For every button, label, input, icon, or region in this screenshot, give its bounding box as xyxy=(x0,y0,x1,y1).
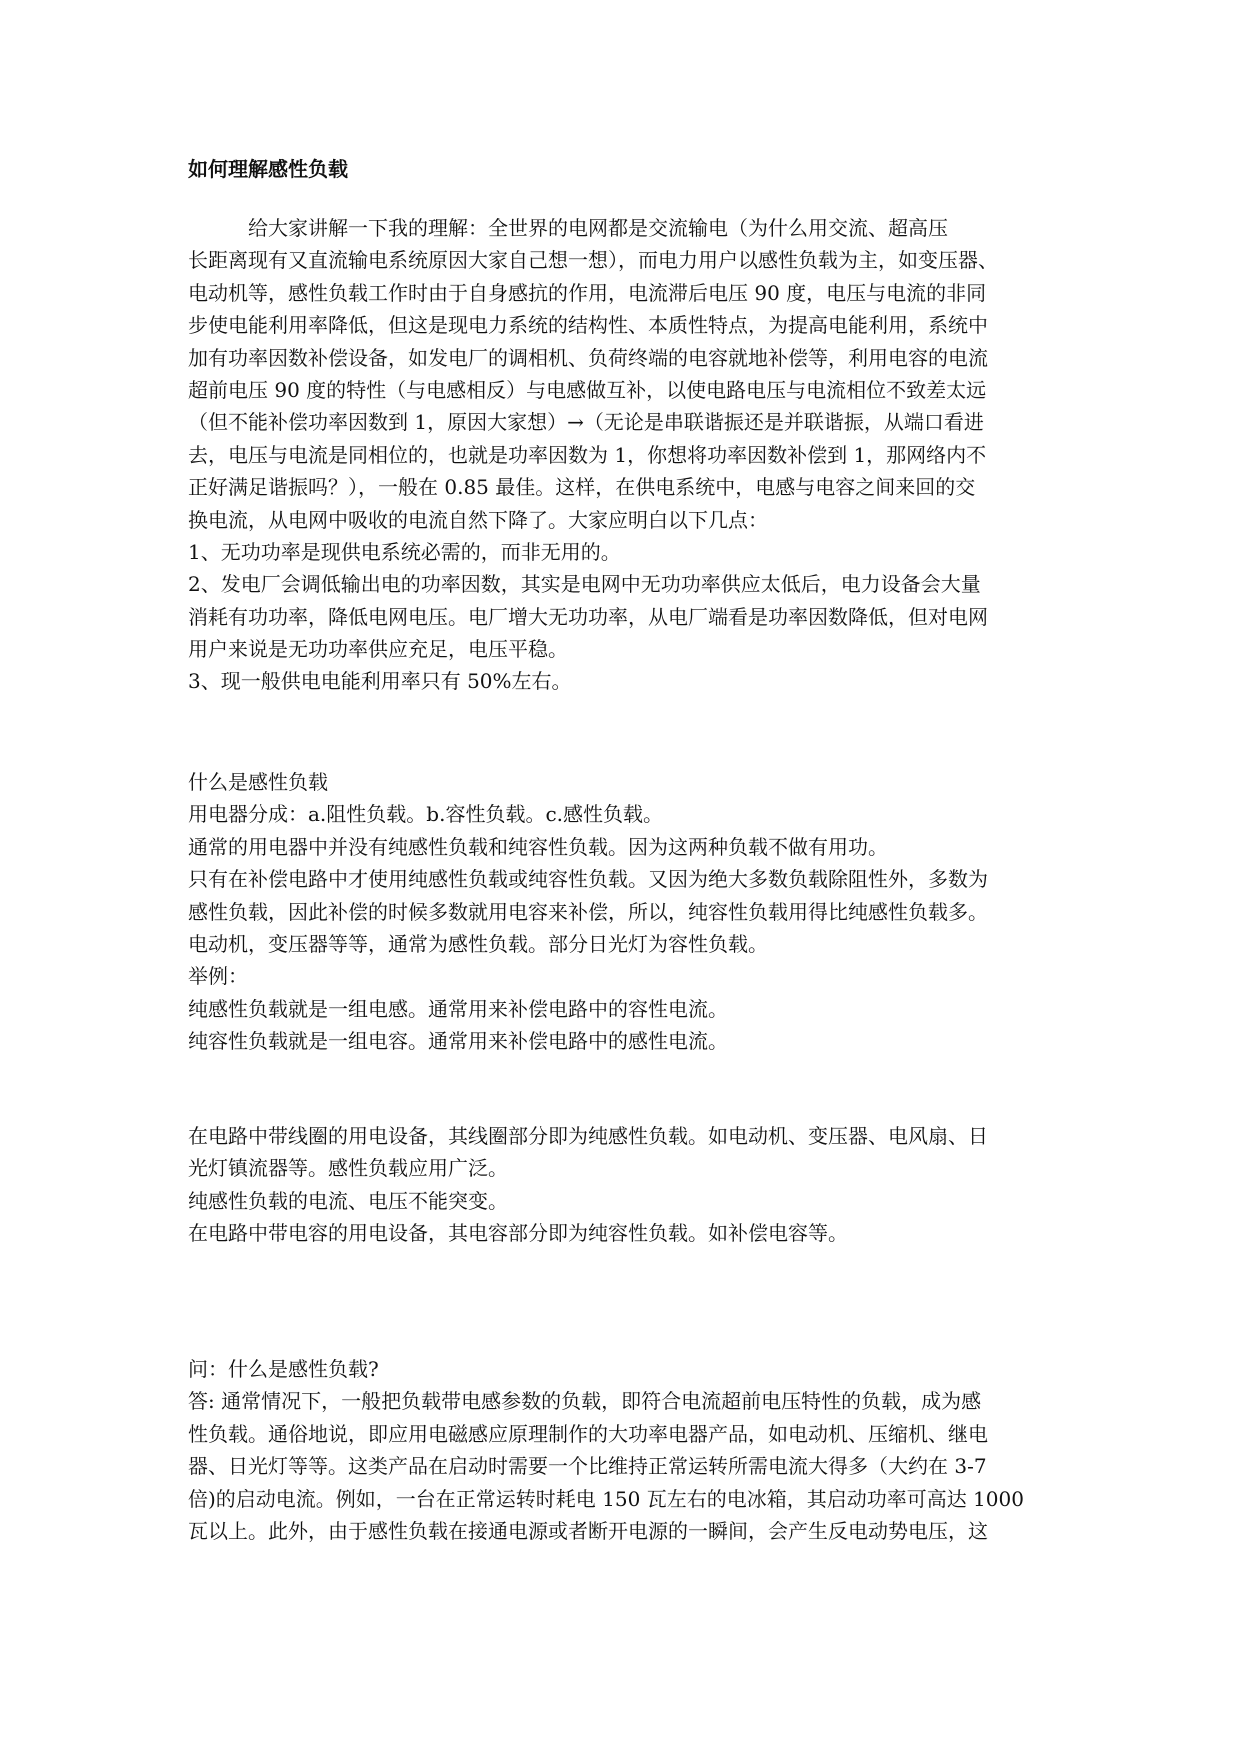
answer-line: 答: 通常情况下，一般把负载带电感参数的负载，即符合电流超前电压特性的负载，成为感 xyxy=(188,1389,982,1414)
paragraph-line: 举例： xyxy=(188,964,248,989)
list-item: 1、无功功率是现供电系统必需的，而非无用的。 xyxy=(188,539,621,564)
paragraph-line: 在电路中带线圈的用电设备，其线圈部分即为纯感性负载。如电动机、变压器、电风扇、日 xyxy=(188,1124,988,1148)
answer-line: 瓦以上。此外，由于感性负载在接通电源或者断开电源的一瞬间，会产生反电动势电压，这 xyxy=(188,1518,988,1543)
list-item-continuation: 用户来说是无功功率供应充足，电压平稳。 xyxy=(188,637,568,662)
answer-line: 性负载。通俗地说，即应用电磁感应原理制作的大功率电器产品，如电动机、压缩机、继电 xyxy=(188,1421,988,1446)
answer-line: 器、日光灯等等。这类产品在启动时需要一个比维持正常运转所需电流大得多（大约在 3-7 xyxy=(188,1454,987,1479)
paragraph-line: 步使电能利用率降低，但这是现电力系统的结构性、本质性特点，为提高电能利用，系统中 xyxy=(188,313,988,338)
paragraph-line: 电动机等，感性负载工作时由于自身感抗的作用，电流滞后电压 90 度，电压与电流的非同 xyxy=(188,280,987,305)
paragraph-line: 超前电压 90 度的特性（与电感相反）与电感做互补，以使电路电压与电流相位不致差太远 xyxy=(188,377,987,402)
paragraph-line: 换电流，从电网中吸收的电流自然下降了。大家应明白以下几点： xyxy=(188,507,768,532)
section-what-is-inductive-load xyxy=(188,766,1068,1058)
section-qa xyxy=(188,1353,1068,1547)
paragraph-line: 光灯镇流器等。感性负载应用广泛。 xyxy=(188,1156,508,1181)
paragraph-line: 用电器分成：a.阻性负载。b.容性负载。c.感性负载。 xyxy=(188,802,663,827)
question-line: 问：什么是感性负载? xyxy=(188,1357,379,1381)
paragraph-line: 只有在补偿电路中才使用纯感性负载或纯容性负载。又因为绝大多数负载除阻性外，多数为 xyxy=(188,867,988,892)
paragraph-line: 通常的用电器中并没有纯感性负载和纯容性负载。因为这两种负载不做有用功。 xyxy=(188,834,888,859)
paragraph-line: 给大家讲解一下我的理解：全世界的电网都是交流输电（为什么用交流、超高压 xyxy=(188,216,948,240)
paragraph-line: 在电路中带电容的用电设备，其电容部分即为纯容性负载。如补偿电容等。 xyxy=(188,1221,848,1246)
section-coil-devices xyxy=(188,1120,1068,1250)
section-understanding xyxy=(188,212,1068,698)
paragraph-line: 长距离现有又直流输电系统原因大家自己想一想），而电力用户以感性负载为主，如变压器、 xyxy=(188,248,998,273)
paragraph-line: 正好满足谐振吗？），一般在 0.85 最佳。这样，在供电系统中，电感与电容之间来回的交 xyxy=(188,475,976,500)
paragraph-line: 电动机，变压器等等，通常为感性负载。部分日光灯为容性负载。 xyxy=(188,931,768,956)
section-heading: 什么是感性负载 xyxy=(188,770,328,794)
paragraph-line: 纯感性负载就是一组电感。通常用来补偿电路中的容性电流。 xyxy=(188,996,728,1021)
list-item: 3、现一般供电电能利用率只有 50%左右。 xyxy=(188,669,572,694)
paragraph-line: 加有功率因数补偿设备，如发电厂的调相机、负荷终端的电容就地补偿等，利用电容的电流 xyxy=(188,345,988,370)
paragraph-line: 感性负载，因此补偿的时候多数就用电容来补偿，所以，纯容性负载用得比纯感性负载多。 xyxy=(188,899,988,924)
paragraph-line: 去，电压与电流是同相位的，也就是功率因数为 1，你想将功率因数补偿到 1，那网络内不 xyxy=(188,442,987,467)
paragraph-line: （但不能补偿功率因数到 1，原因大家想）→（无论是串联谐振还是并联谐振，从端口看进 xyxy=(188,410,984,435)
answer-line: 倍)的启动电流。例如，一台在正常运转时耗电 150 瓦左右的电冰箱，其启动功率可高达 1000 xyxy=(188,1486,1024,1511)
list-item-continuation: 消耗有功功率，降低电网电压。电厂增大无功功率，从电厂端看是功率因数降低，但对电网 xyxy=(188,604,988,629)
document-title: 如何理解感性负载 xyxy=(188,157,348,181)
paragraph-line: 纯感性负载的电流、电压不能突变。 xyxy=(188,1188,508,1213)
paragraph-line: 纯容性负载就是一组电容。通常用来补偿电路中的感性电流。 xyxy=(188,1029,728,1054)
list-item: 2、发电厂会调低输出电的功率因数，其实是电网中无功功率供应太低后，电力设备会大量 xyxy=(188,572,981,597)
